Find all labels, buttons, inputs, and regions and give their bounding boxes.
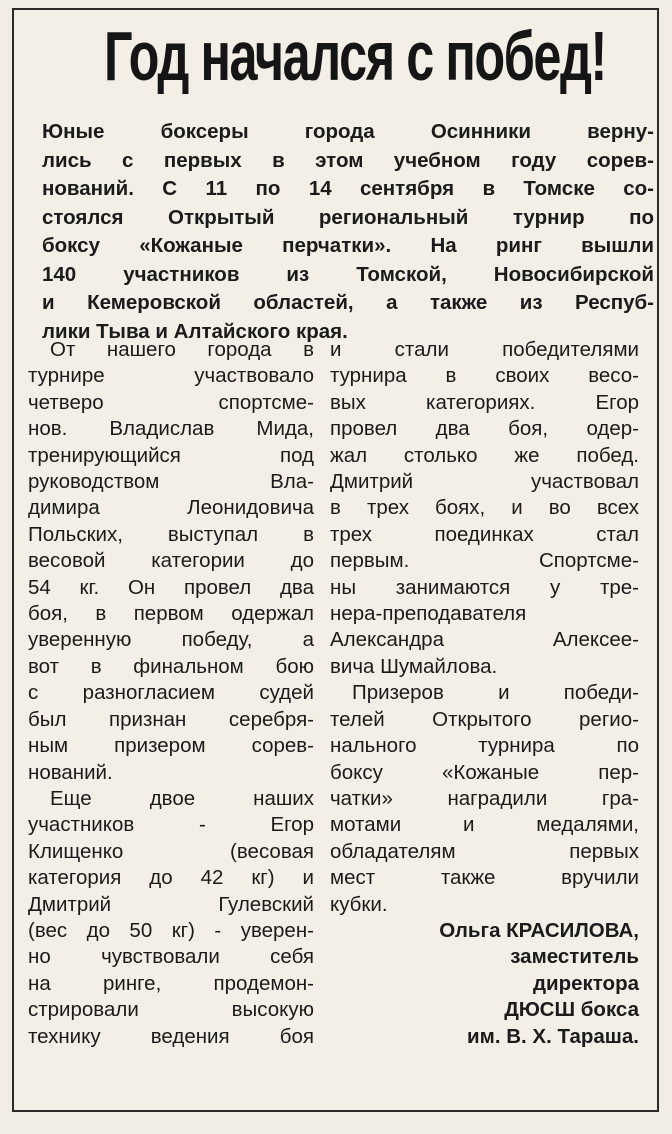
text-line: уверенную победу, а	[28, 628, 314, 652]
author-signature	[330, 918, 639, 1050]
text-line: на ринге, продемон-	[28, 971, 314, 995]
text-line: ным призером сорев-	[28, 734, 314, 758]
text-line: Клищенко (весовая	[28, 839, 314, 863]
lead-line: Юные боксеры города Осинники верну-	[42, 120, 654, 143]
text-line: Еще двое наших	[50, 786, 314, 810]
text-line: стрировали высокую	[28, 998, 314, 1022]
text-line: нера-преподавателя	[330, 602, 527, 626]
text-line: нального турнира по	[330, 734, 639, 758]
text-line: с разногласием судей	[28, 681, 314, 705]
lead-paragraph	[42, 118, 654, 346]
text-line: чатки» наградили гра-	[330, 786, 639, 810]
text-line: Дмитрий Гулевский	[28, 892, 314, 916]
signature-line: директора	[532, 971, 639, 995]
text-line: обладателям первых	[330, 839, 639, 863]
lead-line: нований. С 11 по 14 сентября в Томске со-	[42, 177, 654, 200]
text-line: участников - Егор	[28, 813, 314, 837]
text-line: трех поединках стал	[330, 522, 639, 546]
text-line: димира Леонидовича	[28, 496, 314, 520]
text-line: но чувствовали себя	[28, 945, 314, 969]
text-line: боя, в первом одержал	[28, 602, 314, 626]
text-line: Александра Алексее-	[330, 628, 639, 652]
text-line: жал столько же побед.	[330, 443, 639, 467]
text-line: телей Открытого регио-	[330, 707, 639, 731]
text-line: турнире участвовало	[28, 364, 314, 388]
text-line: в трех боях, и во всех	[330, 496, 639, 520]
lead-line: 140 участников из Томской, Новосибирской	[42, 262, 654, 286]
text-line: (вес до 50 кг) - уверен-	[28, 918, 314, 942]
lead-line: лики Тыва и Алтайского края.	[42, 319, 348, 343]
text-line: нов. Владислав Мида,	[28, 417, 314, 441]
text-line: тренирующийся под	[28, 443, 314, 467]
text-line: нований.	[28, 760, 113, 784]
lead-line: боксу «Кожаные перчатки». На ринг вышли	[42, 234, 654, 257]
text-line: весовой категории до	[28, 549, 314, 573]
lead-line: стоялся Открытый региональный турнир по	[42, 205, 654, 229]
text-line: боксу «Кожаные пер-	[330, 760, 639, 784]
text-line: и стали победителями	[330, 338, 639, 361]
text-line: От нашего города в	[50, 338, 314, 361]
signature-line: им. В. Х. Тараша.	[467, 1024, 639, 1048]
text-line: вот в финальном бою	[28, 654, 314, 678]
text-line: вича Шумайлова.	[330, 654, 498, 678]
signature-line: ДЮСШ бокса	[504, 998, 639, 1022]
text-line: Дмитрий участвовал	[330, 470, 639, 494]
signature-line: Ольга КРАСИЛОВА,	[439, 918, 639, 942]
left-column	[28, 337, 314, 1050]
text-line: категория до 42 кг) и	[28, 866, 314, 890]
text-line: кубки.	[330, 892, 388, 916]
right-column	[330, 337, 639, 1050]
text-line: 54 кг. Он провел два	[28, 575, 314, 599]
text-line: первым. Спортсме-	[330, 549, 639, 573]
text-line: Польских, выступал в	[28, 522, 314, 546]
text-line: был признан серебря-	[28, 707, 314, 731]
text-line: четверо спортсме-	[28, 390, 314, 414]
text-line: мотами и медалями,	[330, 813, 639, 837]
text-line: мест также вручили	[330, 866, 639, 890]
signature-line: заместитель	[510, 945, 639, 969]
text-line: Призеров и победи-	[352, 681, 639, 705]
text-line: провел два боя, одер-	[330, 417, 639, 441]
text-line: технику ведения боя	[28, 1024, 314, 1048]
text-line: ны занимаются у тре-	[330, 575, 639, 599]
text-line: руководством Вла-	[28, 470, 314, 494]
text-line: вых категориях. Егор	[330, 390, 639, 414]
headline: Год начался с побед!	[104, 17, 606, 95]
lead-line: и Кемеровской областей, а также из Респуб-	[42, 291, 654, 314]
lead-line: лись с первых в этом учебном году сорев-	[42, 148, 654, 172]
text-line: турнира в своих весо-	[330, 364, 639, 388]
